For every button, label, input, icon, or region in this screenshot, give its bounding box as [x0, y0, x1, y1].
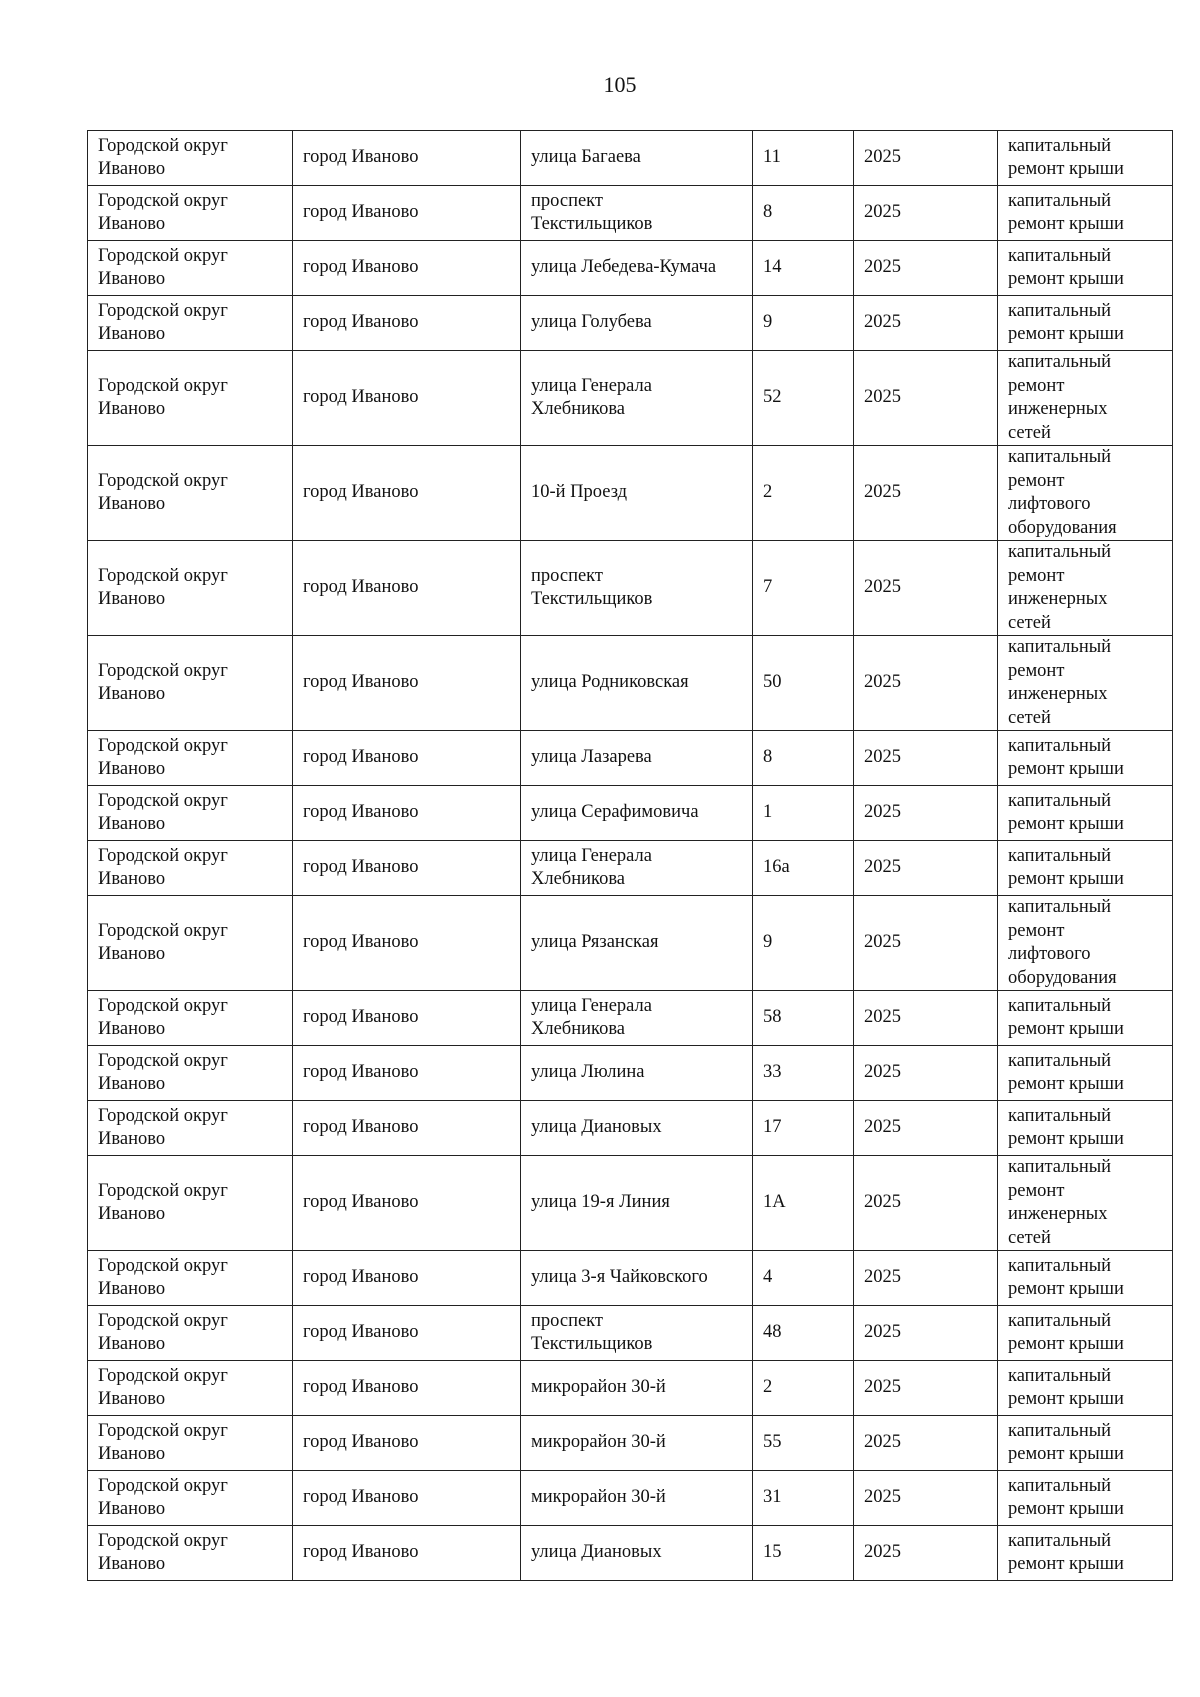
- settlement-cell: город Иваново: [293, 1156, 521, 1251]
- work-type-cell: капитальный ремонт крыши: [998, 186, 1173, 241]
- municipality-cell: Городской округ Иваново: [88, 541, 293, 636]
- house-number-cell: 16а: [753, 841, 854, 896]
- table-row: [88, 1251, 1173, 1306]
- settlement-cell: город Иваново: [293, 1416, 521, 1471]
- settlement-cell: город Иваново: [293, 1471, 521, 1526]
- repair-schedule-table: [87, 130, 1173, 1581]
- work-type-cell: капитальный ремонт крыши: [998, 841, 1173, 896]
- work-type-cell: капитальный ремонт крыши: [998, 731, 1173, 786]
- house-number-cell: 11: [753, 131, 854, 186]
- table-row: [88, 296, 1173, 351]
- table-row: [88, 446, 1173, 541]
- year-cell: 2025: [854, 186, 998, 241]
- municipality-cell: Городской округ Иваново: [88, 1471, 293, 1526]
- street-cell: улица Лазарева: [521, 731, 753, 786]
- work-type-cell: капитальный ремонт крыши: [998, 1101, 1173, 1156]
- work-type-cell: капитальный ремонт крыши: [998, 1046, 1173, 1101]
- work-type-cell: капитальный ремонт крыши: [998, 1361, 1173, 1416]
- municipality-cell: Городской округ Иваново: [88, 786, 293, 841]
- street-cell: микрорайон 30-й: [521, 1416, 753, 1471]
- table-row: [88, 1361, 1173, 1416]
- municipality-cell: Городской округ Иваново: [88, 896, 293, 991]
- year-cell: 2025: [854, 1251, 998, 1306]
- settlement-cell: город Иваново: [293, 1526, 521, 1581]
- house-number-cell: 17: [753, 1101, 854, 1156]
- settlement-cell: город Иваново: [293, 896, 521, 991]
- year-cell: 2025: [854, 896, 998, 991]
- house-number-cell: 7: [753, 541, 854, 636]
- work-type-cell: капитальный ремонт крыши: [998, 241, 1173, 296]
- work-type-cell: капитальный ремонт крыши: [998, 786, 1173, 841]
- year-cell: 2025: [854, 1156, 998, 1251]
- table-row: [88, 186, 1173, 241]
- settlement-cell: город Иваново: [293, 296, 521, 351]
- work-type-cell: капитальный ремонт крыши: [998, 1526, 1173, 1581]
- municipality-cell: Городской округ Иваново: [88, 1361, 293, 1416]
- table-row: [88, 1156, 1173, 1251]
- municipality-cell: Городской округ Иваново: [88, 841, 293, 896]
- municipality-cell: Городской округ Иваново: [88, 731, 293, 786]
- work-type-cell: капитальный ремонт крыши: [998, 1306, 1173, 1361]
- settlement-cell: город Иваново: [293, 241, 521, 296]
- street-cell: проспект Текстильщиков: [521, 541, 753, 636]
- page-number: 105: [603, 72, 637, 97]
- year-cell: 2025: [854, 731, 998, 786]
- settlement-cell: город Иваново: [293, 446, 521, 541]
- work-type-cell: капитальный ремонт крыши: [998, 131, 1173, 186]
- municipality-cell: Городской округ Иваново: [88, 1416, 293, 1471]
- municipality-cell: Городской округ Иваново: [88, 636, 293, 731]
- year-cell: 2025: [854, 1101, 998, 1156]
- work-type-cell: капитальный ремонт крыши: [998, 991, 1173, 1046]
- work-type-cell: капитальный ремонт крыши: [998, 1471, 1173, 1526]
- house-number-cell: 55: [753, 1416, 854, 1471]
- street-cell: улица 3-я Чайковского: [521, 1251, 753, 1306]
- house-number-cell: 2: [753, 446, 854, 541]
- house-number-cell: 52: [753, 351, 854, 446]
- work-type-cell: капитальный ремонт инженерных сетей: [998, 351, 1173, 446]
- house-number-cell: 48: [753, 1306, 854, 1361]
- settlement-cell: город Иваново: [293, 351, 521, 446]
- house-number-cell: 31: [753, 1471, 854, 1526]
- table-row: [88, 1101, 1173, 1156]
- house-number-cell: 9: [753, 896, 854, 991]
- house-number-cell: 58: [753, 991, 854, 1046]
- settlement-cell: город Иваново: [293, 731, 521, 786]
- table-row: [88, 1416, 1173, 1471]
- year-cell: 2025: [854, 991, 998, 1046]
- table-row: [88, 731, 1173, 786]
- street-cell: 10-й Проезд: [521, 446, 753, 541]
- year-cell: 2025: [854, 1306, 998, 1361]
- year-cell: 2025: [854, 541, 998, 636]
- settlement-cell: город Иваново: [293, 541, 521, 636]
- street-cell: проспект Текстильщиков: [521, 1306, 753, 1361]
- street-cell: улица Диановых: [521, 1526, 753, 1581]
- table-row: [88, 241, 1173, 296]
- table-row: [88, 1471, 1173, 1526]
- year-cell: 2025: [854, 1526, 998, 1581]
- municipality-cell: Городской округ Иваново: [88, 1156, 293, 1251]
- work-type-cell: капитальный ремонт крыши: [998, 296, 1173, 351]
- street-cell: микрорайон 30-й: [521, 1471, 753, 1526]
- table-row: [88, 841, 1173, 896]
- street-cell: улица Генерала Хлебникова: [521, 841, 753, 896]
- table-row: [88, 1046, 1173, 1101]
- municipality-cell: Городской округ Иваново: [88, 1251, 293, 1306]
- table-row: [88, 1526, 1173, 1581]
- settlement-cell: город Иваново: [293, 1101, 521, 1156]
- municipality-cell: Городской округ Иваново: [88, 131, 293, 186]
- street-cell: улица Люлина: [521, 1046, 753, 1101]
- settlement-cell: город Иваново: [293, 636, 521, 731]
- municipality-cell: Городской округ Иваново: [88, 446, 293, 541]
- house-number-cell: 1: [753, 786, 854, 841]
- municipality-cell: Городской округ Иваново: [88, 1101, 293, 1156]
- municipality-cell: Городской округ Иваново: [88, 351, 293, 446]
- municipality-cell: Городской округ Иваново: [88, 1046, 293, 1101]
- year-cell: 2025: [854, 1046, 998, 1101]
- house-number-cell: 8: [753, 186, 854, 241]
- street-cell: микрорайон 30-й: [521, 1361, 753, 1416]
- municipality-cell: Городской округ Иваново: [88, 991, 293, 1046]
- street-cell: улица Генерала Хлебникова: [521, 991, 753, 1046]
- table-row: [88, 351, 1173, 446]
- street-cell: проспект Текстильщиков: [521, 186, 753, 241]
- settlement-cell: город Иваново: [293, 131, 521, 186]
- house-number-cell: 8: [753, 731, 854, 786]
- municipality-cell: Городской округ Иваново: [88, 1306, 293, 1361]
- year-cell: 2025: [854, 296, 998, 351]
- street-cell: улица Диановых: [521, 1101, 753, 1156]
- table-row: [88, 1306, 1173, 1361]
- table-row: [88, 131, 1173, 186]
- municipality-cell: Городской округ Иваново: [88, 186, 293, 241]
- settlement-cell: город Иваново: [293, 1251, 521, 1306]
- street-cell: улица Рязанская: [521, 896, 753, 991]
- work-type-cell: капитальный ремонт инженерных сетей: [998, 541, 1173, 636]
- year-cell: 2025: [854, 131, 998, 186]
- street-cell: улица Генерала Хлебникова: [521, 351, 753, 446]
- year-cell: 2025: [854, 636, 998, 731]
- table-row: [88, 896, 1173, 991]
- municipality-cell: Городской округ Иваново: [88, 1526, 293, 1581]
- settlement-cell: город Иваново: [293, 841, 521, 896]
- settlement-cell: город Иваново: [293, 1361, 521, 1416]
- work-type-cell: капитальный ремонт инженерных сетей: [998, 636, 1173, 731]
- year-cell: 2025: [854, 351, 998, 446]
- table-row: [88, 991, 1173, 1046]
- municipality-cell: Городской округ Иваново: [88, 241, 293, 296]
- house-number-cell: 2: [753, 1361, 854, 1416]
- work-type-cell: капитальный ремонт лифтового оборудования: [998, 896, 1173, 991]
- house-number-cell: 50: [753, 636, 854, 731]
- settlement-cell: город Иваново: [293, 991, 521, 1046]
- year-cell: 2025: [854, 1471, 998, 1526]
- street-cell: улица Серафимовича: [521, 786, 753, 841]
- street-cell: улица Родниковская: [521, 636, 753, 731]
- year-cell: 2025: [854, 786, 998, 841]
- house-number-cell: 33: [753, 1046, 854, 1101]
- house-number-cell: 15: [753, 1526, 854, 1581]
- year-cell: 2025: [854, 241, 998, 296]
- house-number-cell: 9: [753, 296, 854, 351]
- table-row: [88, 786, 1173, 841]
- table-row: [88, 636, 1173, 731]
- settlement-cell: город Иваново: [293, 786, 521, 841]
- work-type-cell: капитальный ремонт лифтового оборудования: [998, 446, 1173, 541]
- house-number-cell: 1А: [753, 1156, 854, 1251]
- settlement-cell: город Иваново: [293, 186, 521, 241]
- settlement-cell: город Иваново: [293, 1306, 521, 1361]
- house-number-cell: 14: [753, 241, 854, 296]
- street-cell: улица Багаева: [521, 131, 753, 186]
- year-cell: 2025: [854, 446, 998, 541]
- house-number-cell: 4: [753, 1251, 854, 1306]
- year-cell: 2025: [854, 841, 998, 896]
- work-type-cell: капитальный ремонт инженерных сетей: [998, 1156, 1173, 1251]
- municipality-cell: Городской округ Иваново: [88, 296, 293, 351]
- table-row: [88, 541, 1173, 636]
- street-cell: улица 19-я Линия: [521, 1156, 753, 1251]
- year-cell: 2025: [854, 1361, 998, 1416]
- table-body: [88, 131, 1173, 1581]
- year-cell: 2025: [854, 1416, 998, 1471]
- settlement-cell: город Иваново: [293, 1046, 521, 1101]
- street-cell: улица Лебедева-Кумача: [521, 241, 753, 296]
- work-type-cell: капитальный ремонт крыши: [998, 1251, 1173, 1306]
- work-type-cell: капитальный ремонт крыши: [998, 1416, 1173, 1471]
- street-cell: улица Голубева: [521, 296, 753, 351]
